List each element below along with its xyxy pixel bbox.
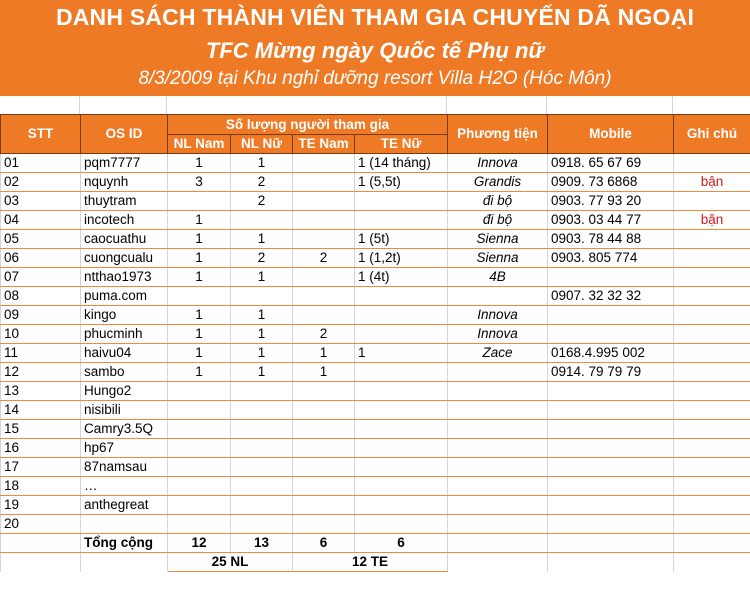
cell-te-nam [293, 401, 355, 420]
cell-te-nu [355, 287, 448, 306]
summary-blank-3 [448, 553, 548, 572]
cell-note [674, 344, 750, 363]
header-stt: STT [1, 115, 81, 154]
cell-mobile [548, 382, 674, 401]
cell-mobile: 0903. 03 44 77 [548, 211, 674, 230]
cell-te-nam: 1 [293, 344, 355, 363]
cell-te-nu [355, 496, 448, 515]
cell-nl-nam [168, 515, 231, 534]
total-nl-nu: 13 [231, 534, 293, 553]
cell-transport: Grandis [448, 173, 548, 192]
cell-nl-nam [168, 287, 231, 306]
cell-te-nu [355, 363, 448, 382]
cell-transport [448, 458, 548, 477]
cell-nl-nu [231, 496, 293, 515]
cell-stt: 14 [1, 401, 81, 420]
cell-te-nu: 1 [355, 344, 448, 363]
table-row [1, 458, 750, 477]
event-line: 8/3/2009 tại Khu nghỉ dưỡng resort Villa H2O (Hóc Môn) [138, 68, 612, 89]
cell-note [674, 382, 750, 401]
total-blank-transport [448, 534, 548, 553]
header-note: Ghi chú [674, 115, 750, 154]
cell-nl-nam: 1 [168, 211, 231, 230]
cell-nl-nam [168, 420, 231, 439]
cell-transport: 4B [448, 268, 548, 287]
cell-nl-nu: 1 [231, 325, 293, 344]
cell-note: bận [674, 173, 750, 192]
cell-osid: 87namsau [81, 458, 168, 477]
cell-te-nam [293, 192, 355, 211]
cell-te-nam [293, 477, 355, 496]
cell-mobile [548, 268, 674, 287]
cell-mobile [548, 420, 674, 439]
cell-te-nu [355, 325, 448, 344]
cell-te-nu [355, 477, 448, 496]
cell-te-nu [355, 515, 448, 534]
header-mobile: Mobile [548, 115, 674, 154]
cell-mobile [548, 306, 674, 325]
cell-note [674, 230, 750, 249]
cell-transport [448, 477, 548, 496]
table-row [1, 325, 750, 344]
cell-te-nam [293, 268, 355, 287]
cell-stt: 05 [1, 230, 81, 249]
cell-stt: 09 [1, 306, 81, 325]
cell-nl-nam [168, 477, 231, 496]
summary-te: 12 TE [293, 553, 448, 572]
summary-row [1, 553, 750, 572]
total-blank-mobile [548, 534, 674, 553]
cell-stt: 06 [1, 249, 81, 268]
cell-nl-nam: 1 [168, 268, 231, 287]
cell-osid: phucminh [81, 325, 168, 344]
cell-osid: Hungo2 [81, 382, 168, 401]
cell-nl-nam: 1 [168, 154, 231, 173]
summary-blank [1, 553, 81, 572]
cell-te-nam [293, 439, 355, 458]
cell-te-nu [355, 306, 448, 325]
cell-mobile: 0903. 77 93 20 [548, 192, 674, 211]
cell-osid: puma.com [81, 287, 168, 306]
table-row [1, 439, 750, 458]
cell-mobile [548, 439, 674, 458]
cell-stt: 01 [1, 154, 81, 173]
total-nl-nam: 12 [168, 534, 231, 553]
cell-te-nam: 2 [293, 325, 355, 344]
cell-transport [448, 401, 548, 420]
cell-te-nu: 1 (4t) [355, 268, 448, 287]
cell-te-nam [293, 382, 355, 401]
cell-note [674, 477, 750, 496]
cell-mobile [548, 496, 674, 515]
cell-note [674, 287, 750, 306]
cell-transport: đi bộ [448, 192, 548, 211]
cell-note: bận [674, 211, 750, 230]
totals-label: Tổng cộng [81, 534, 168, 553]
cell-te-nam [293, 496, 355, 515]
cell-nl-nu [231, 515, 293, 534]
cell-te-nam [293, 287, 355, 306]
member-rows [1, 154, 750, 534]
table-row [1, 477, 750, 496]
cell-osid [81, 515, 168, 534]
cell-stt: 10 [1, 325, 81, 344]
cell-te-nu [355, 458, 448, 477]
cell-te-nu [355, 192, 448, 211]
cell-nl-nu [231, 287, 293, 306]
table-row [1, 211, 750, 230]
header-transport: Phương tiện [448, 115, 548, 154]
cell-osid: incotech [81, 211, 168, 230]
cell-mobile: 0903. 78 44 88 [548, 230, 674, 249]
table-row [1, 401, 750, 420]
cell-note [674, 325, 750, 344]
table-row [1, 287, 750, 306]
cell-osid: caocuathu [81, 230, 168, 249]
cell-nl-nam [168, 401, 231, 420]
summary-blank-2 [81, 553, 168, 572]
table-row [1, 496, 750, 515]
header-osid: OS ID [81, 115, 168, 154]
cell-stt: 04 [1, 211, 81, 230]
cell-stt: 20 [1, 515, 81, 534]
cell-te-nam [293, 211, 355, 230]
cell-osid: sambo [81, 363, 168, 382]
cell-nl-nu: 1 [231, 268, 293, 287]
cell-stt: 15 [1, 420, 81, 439]
cell-te-nu [355, 439, 448, 458]
cell-note [674, 154, 750, 173]
cell-nl-nu: 2 [231, 173, 293, 192]
cell-nl-nam: 1 [168, 306, 231, 325]
cell-note [674, 363, 750, 382]
cell-te-nam [293, 173, 355, 192]
cell-note [674, 439, 750, 458]
cell-te-nam [293, 230, 355, 249]
cell-osid: nisibili [81, 401, 168, 420]
cell-note [674, 249, 750, 268]
cell-nl-nu: 1 [231, 154, 293, 173]
cell-nl-nam: 1 [168, 249, 231, 268]
cell-mobile [548, 515, 674, 534]
cell-te-nu: 1 (5,5t) [355, 173, 448, 192]
cell-note [674, 192, 750, 211]
cell-te-nu: 1 (14 tháng) [355, 154, 448, 173]
cell-transport [448, 515, 548, 534]
cell-osid: … [81, 477, 168, 496]
cell-mobile: 0914. 79 79 79 [548, 363, 674, 382]
cell-stt: 03 [1, 192, 81, 211]
cell-mobile: 0903. 805 774 [548, 249, 674, 268]
cell-nl-nu [231, 211, 293, 230]
cell-nl-nam: 3 [168, 173, 231, 192]
table-row [1, 515, 750, 534]
cell-osid: ntthao1973 [81, 268, 168, 287]
cell-osid: pqm7777 [81, 154, 168, 173]
cell-nl-nam: 1 [168, 230, 231, 249]
cell-nl-nam: 1 [168, 325, 231, 344]
cell-te-nu [355, 420, 448, 439]
table-row [1, 268, 750, 287]
cell-osid: hp67 [81, 439, 168, 458]
cell-nl-nu [231, 401, 293, 420]
cell-nl-nu: 1 [231, 306, 293, 325]
cell-mobile [548, 477, 674, 496]
cell-te-nu [355, 401, 448, 420]
table-row [1, 154, 750, 173]
cell-nl-nam [168, 192, 231, 211]
cell-mobile: 0909. 73 6868 [548, 173, 674, 192]
cell-transport: Innova [448, 154, 548, 173]
cell-stt: 08 [1, 287, 81, 306]
total-te-nam: 6 [293, 534, 355, 553]
table-row [1, 363, 750, 382]
table-row [1, 230, 750, 249]
cell-stt: 18 [1, 477, 81, 496]
cell-nl-nam [168, 382, 231, 401]
table-row [1, 306, 750, 325]
cell-te-nam: 1 [293, 363, 355, 382]
sheet-subtitle: TFC Mừng ngày Quốc tế Phụ nữ [205, 38, 545, 63]
totals-blank [1, 534, 81, 553]
cell-note [674, 496, 750, 515]
cell-stt: 12 [1, 363, 81, 382]
cell-te-nu: 1 (5t) [355, 230, 448, 249]
cell-nl-nam [168, 439, 231, 458]
cell-stt: 16 [1, 439, 81, 458]
cell-note [674, 268, 750, 287]
total-blank-note [674, 534, 750, 553]
cell-stt: 11 [1, 344, 81, 363]
cell-nl-nu: 1 [231, 344, 293, 363]
cell-transport [448, 420, 548, 439]
cell-nl-nam [168, 496, 231, 515]
cell-osid: haivu04 [81, 344, 168, 363]
header-participants: Số lượng người tham gia [168, 115, 448, 135]
cell-nl-nu: 1 [231, 363, 293, 382]
cell-transport: Zace [448, 344, 548, 363]
header-te-nam: TE Nam [293, 135, 355, 154]
table-row [1, 173, 750, 192]
cell-te-nam [293, 420, 355, 439]
sheet-title: DANH SÁCH THÀNH VIÊN THAM GIA CHUYẾN DÃ NGOẠI [55, 4, 695, 30]
cell-osid: thuytram [81, 192, 168, 211]
cell-transport [448, 363, 548, 382]
cell-nl-nu [231, 420, 293, 439]
empty-grid-row [0, 96, 750, 115]
member-table [0, 114, 750, 572]
cell-note [674, 306, 750, 325]
cell-note [674, 401, 750, 420]
cell-nl-nam: 1 [168, 344, 231, 363]
header-nl-nam: NL Nam [168, 135, 231, 154]
cell-stt: 19 [1, 496, 81, 515]
summary-blank-4 [548, 553, 674, 572]
total-te-nu: 6 [355, 534, 448, 553]
cell-osid: Camry3.5Q [81, 420, 168, 439]
cell-transport [448, 496, 548, 515]
cell-transport [448, 287, 548, 306]
totals-row [1, 534, 750, 553]
cell-nl-nu [231, 382, 293, 401]
table-row [1, 344, 750, 363]
cell-mobile [548, 325, 674, 344]
cell-osid: anthegreat [81, 496, 168, 515]
table-row [1, 249, 750, 268]
title-banner [0, 0, 750, 96]
cell-transport: đi bộ [448, 211, 548, 230]
cell-note [674, 458, 750, 477]
table-row [1, 382, 750, 401]
cell-note [674, 515, 750, 534]
cell-mobile: 0168.4.995 002 [548, 344, 674, 363]
cell-osid: cuongcualu [81, 249, 168, 268]
cell-te-nam [293, 154, 355, 173]
cell-transport: Sienna [448, 249, 548, 268]
cell-te-nam [293, 458, 355, 477]
cell-te-nu: 1 (1,2t) [355, 249, 448, 268]
cell-stt: 07 [1, 268, 81, 287]
table-row [1, 192, 750, 211]
cell-te-nu [355, 211, 448, 230]
cell-nl-nu: 2 [231, 249, 293, 268]
summary-blank-5 [674, 553, 750, 572]
cell-te-nu [355, 382, 448, 401]
cell-transport: Innova [448, 306, 548, 325]
cell-osid: kingo [81, 306, 168, 325]
cell-mobile [548, 458, 674, 477]
cell-stt: 02 [1, 173, 81, 192]
summary-nl: 25 NL [168, 553, 293, 572]
cell-te-nam: 2 [293, 249, 355, 268]
cell-nl-nam: 1 [168, 363, 231, 382]
cell-transport [448, 382, 548, 401]
cell-note [674, 420, 750, 439]
cell-te-nam [293, 306, 355, 325]
cell-mobile [548, 401, 674, 420]
cell-transport: Sienna [448, 230, 548, 249]
cell-mobile: 0907. 32 32 32 [548, 287, 674, 306]
cell-stt: 13 [1, 382, 81, 401]
cell-transport: Innova [448, 325, 548, 344]
cell-nl-nu: 2 [231, 192, 293, 211]
cell-osid: nquynh [81, 173, 168, 192]
cell-nl-nu [231, 458, 293, 477]
cell-nl-nu [231, 439, 293, 458]
cell-te-nam [293, 515, 355, 534]
header-te-nu: TE Nữ [355, 135, 448, 154]
cell-transport [448, 439, 548, 458]
header-nl-nu: NL Nữ [231, 135, 293, 154]
cell-nl-nu [231, 477, 293, 496]
cell-nl-nu: 1 [231, 230, 293, 249]
cell-stt: 17 [1, 458, 81, 477]
table-row [1, 420, 750, 439]
cell-mobile: 0918. 65 67 69 [548, 154, 674, 173]
cell-nl-nam [168, 458, 231, 477]
